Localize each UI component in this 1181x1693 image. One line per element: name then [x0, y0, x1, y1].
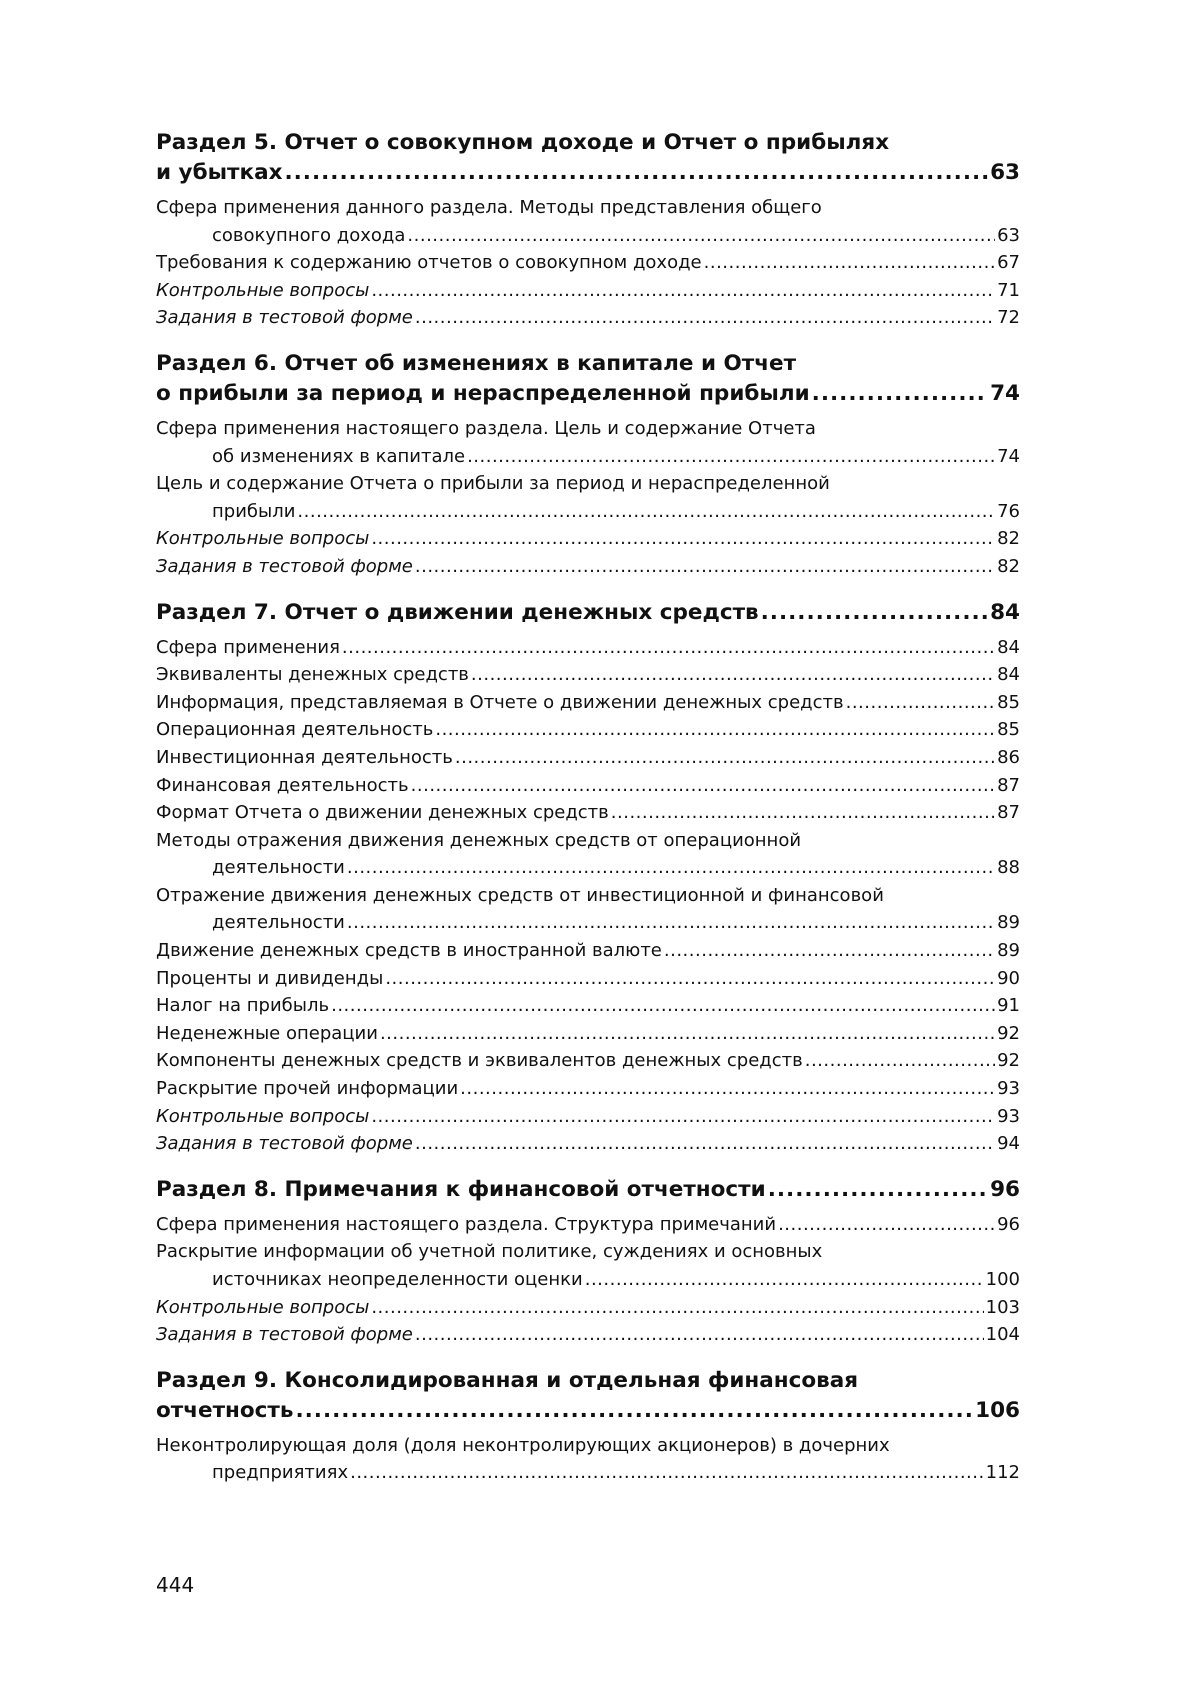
entry-page-number: 85 — [997, 719, 1020, 741]
entry-label: Проценты и дивиденды — [156, 967, 384, 989]
toc-entry[interactable] — [156, 1020, 1020, 1048]
entry-label: Финансовая деятельность — [156, 774, 409, 796]
entry-label: Сфера применения настоящего раздела. Структура примечаний — [156, 1213, 777, 1235]
entry-title-line: Раскрытие информации об учетной политике, суждениях и основных — [156, 1241, 823, 1263]
entry-label: Требования к содержанию отчетов о совокупном доходе — [156, 252, 702, 274]
section-title-line: Раздел 9. Консолидированная и отдельная финансовая — [156, 1367, 859, 1393]
section-title-label: отчетность — [156, 1397, 294, 1423]
dot-leader — [415, 1321, 984, 1349]
entry-page-number: 76 — [997, 500, 1020, 522]
entry-page-number: 93 — [997, 1078, 1020, 1100]
toc-section — [156, 128, 1020, 332]
section-title-row — [156, 1396, 1020, 1426]
section-title[interactable] — [156, 128, 1020, 188]
toc-section — [156, 1175, 1020, 1349]
toc-entry[interactable] — [156, 1211, 1020, 1239]
section-title-row — [156, 598, 1020, 628]
dot-leader — [331, 992, 995, 1020]
entry-page-number: 87 — [997, 774, 1020, 796]
entry-row — [156, 661, 1020, 689]
entry-page-number: 89 — [997, 912, 1020, 934]
entry-row — [156, 992, 1020, 1020]
entry-label: Движение денежных средств в иностранной валюте — [156, 940, 662, 962]
dot-leader — [385, 965, 995, 993]
dot-leader — [471, 661, 995, 689]
entry-label: Неденежные операции — [156, 1022, 378, 1044]
dot-leader — [371, 525, 995, 553]
entry-page-number: 74 — [997, 445, 1020, 467]
entry-label: Задания в тестовой форме — [156, 1133, 413, 1155]
entry-title-line: Цель и содержание Отчета о прибыли за период и нераспределенной — [156, 473, 830, 495]
toc-entry[interactable] — [156, 1238, 1020, 1293]
table-of-contents — [156, 128, 1020, 1504]
entry-label: деятельности — [212, 912, 345, 934]
entry-row — [156, 498, 1020, 526]
entry-label: Задания в тестовой форме — [156, 1324, 413, 1346]
dot-leader — [805, 1047, 995, 1075]
dot-leader — [297, 498, 995, 526]
entry-row — [156, 1211, 1020, 1239]
toc-entry[interactable] — [156, 525, 1020, 553]
toc-entry[interactable] — [156, 1321, 1020, 1349]
dot-leader — [347, 909, 995, 937]
dot-leader — [761, 598, 988, 628]
entry-label: Задания в тестовой форме — [156, 307, 413, 329]
entry-page-number: 82 — [997, 528, 1020, 550]
dot-leader — [460, 1075, 995, 1103]
toc-entry[interactable] — [156, 277, 1020, 305]
entry-page-number: 86 — [997, 746, 1020, 768]
entry-label: Налог на прибыль — [156, 995, 330, 1017]
entry-title-line: Неконтролирующая доля (доля неконтролирующих акционеров) в дочерних — [156, 1434, 890, 1456]
dot-leader — [846, 689, 995, 717]
entry-page-number: 89 — [997, 940, 1020, 962]
entry-row — [156, 689, 1020, 717]
entry-label: об изменениях в капитале — [212, 445, 466, 467]
dot-leader — [664, 937, 995, 965]
dot-leader — [371, 277, 995, 305]
entry-label: Операционная деятельность — [156, 719, 434, 741]
entry-page-number: 82 — [997, 555, 1020, 577]
entry-page-number: 63 — [997, 224, 1020, 246]
entry-row — [156, 1130, 1020, 1158]
entry-page-number: 87 — [997, 802, 1020, 824]
entry-page-number: 92 — [997, 1050, 1020, 1072]
entry-label: источниках неопределенности оценки — [212, 1269, 583, 1290]
section-title[interactable] — [156, 349, 1020, 409]
dot-leader — [295, 1396, 973, 1426]
section-title-label: о прибыли за период и нераспределенной прибыли — [156, 380, 810, 406]
entry-label: Компоненты денежных средств и эквивалентов денежных средств — [156, 1050, 803, 1072]
entry-row — [156, 304, 1020, 332]
entry-page-number: 103 — [985, 1296, 1020, 1318]
entry-row — [156, 222, 1020, 250]
entry-page-number: 72 — [997, 307, 1020, 329]
dot-leader — [411, 772, 995, 800]
entry-row — [156, 249, 1020, 277]
toc-entry[interactable] — [156, 194, 1020, 249]
toc-entry[interactable] — [156, 992, 1020, 1020]
toc-entry[interactable] — [156, 772, 1020, 800]
toc-entry[interactable] — [156, 553, 1020, 581]
toc-entry[interactable] — [156, 799, 1020, 827]
dot-leader — [284, 158, 988, 188]
entry-page-number: 85 — [997, 691, 1020, 713]
entry-title-line: Сфера применения настоящего раздела. Цель и содержание Отчета — [156, 417, 816, 439]
entry-row — [156, 1459, 1020, 1487]
section-page-number: 106 — [975, 1397, 1020, 1423]
entry-row — [156, 634, 1020, 662]
toc-entry[interactable] — [156, 1103, 1020, 1131]
section-title[interactable] — [156, 1175, 1020, 1205]
toc-entry[interactable] — [156, 965, 1020, 993]
entry-page-number: 104 — [985, 1324, 1020, 1346]
entry-page-number: 112 — [985, 1462, 1020, 1484]
entry-row — [156, 443, 1020, 471]
toc-entry[interactable] — [156, 744, 1020, 772]
section-title-row — [156, 1175, 1020, 1205]
dot-leader — [435, 716, 995, 744]
toc-entry[interactable] — [156, 1130, 1020, 1158]
entry-row — [156, 1294, 1020, 1322]
entry-row — [156, 1075, 1020, 1103]
dot-leader — [704, 249, 995, 277]
entry-label: Раскрытие прочей информации — [156, 1078, 459, 1100]
page-number: 444 — [156, 1573, 195, 1597]
toc-section — [156, 1366, 1020, 1487]
entry-label: Инвестиционная деятельность — [156, 746, 453, 768]
entry-row — [156, 525, 1020, 553]
toc-entry[interactable] — [156, 415, 1020, 470]
entry-row — [156, 854, 1020, 882]
section-title-line: Раздел 5. Отчет о совокупном доходе и Отчет о прибылях — [156, 130, 890, 155]
toc-entry[interactable] — [156, 1294, 1020, 1322]
entry-row — [156, 1266, 1020, 1294]
entry-label: Эквиваленты денежных средств — [156, 664, 469, 686]
dot-leader — [347, 854, 995, 882]
toc-entry[interactable] — [156, 1047, 1020, 1075]
dot-leader — [380, 1020, 995, 1048]
entry-row — [156, 1321, 1020, 1349]
dot-leader — [371, 1294, 983, 1322]
toc-entry[interactable] — [156, 1075, 1020, 1103]
entry-label: совокупного дохода — [212, 224, 406, 246]
toc-entry[interactable] — [156, 882, 1020, 937]
section-page-number: 96 — [990, 1176, 1020, 1202]
section-title-row — [156, 379, 1020, 409]
entry-row — [156, 1103, 1020, 1131]
entry-label: Формат Отчета о движении денежных средств — [156, 802, 609, 824]
entry-row — [156, 553, 1020, 581]
section-title-row — [156, 158, 1020, 188]
entry-label: Контрольные вопросы — [156, 1105, 370, 1127]
entry-title-line: Отражение движения денежных средств от инвестиционной и финансовой — [156, 884, 884, 906]
entry-label: Задания в тестовой форме — [156, 555, 413, 577]
section-title-label: и убытках — [156, 160, 283, 185]
entry-page-number: 91 — [997, 995, 1020, 1017]
entry-title-line: Сфера применения данного раздела. Методы представления общего — [156, 197, 822, 218]
entry-page-number: 96 — [997, 1213, 1020, 1235]
toc-entry[interactable] — [156, 304, 1020, 332]
toc-entry[interactable] — [156, 827, 1020, 882]
dot-leader — [768, 1175, 988, 1205]
dot-leader — [415, 553, 995, 581]
section-title[interactable] — [156, 598, 1020, 628]
section-page-number: 74 — [990, 380, 1020, 406]
dot-leader — [415, 304, 995, 332]
entry-row — [156, 1020, 1020, 1048]
dot-leader — [467, 443, 995, 471]
dot-leader — [455, 744, 995, 772]
section-title[interactable] — [156, 1366, 1020, 1426]
entry-row — [156, 744, 1020, 772]
entry-label: предприятиях — [212, 1462, 349, 1484]
section-title-label: Раздел 7. Отчет о движении денежных средств — [156, 599, 759, 625]
entry-title-line: Методы отражения движения денежных средств от операционной — [156, 829, 802, 851]
entry-page-number: 67 — [997, 252, 1020, 274]
entry-page-number: 93 — [997, 1105, 1020, 1127]
entry-page-number: 100 — [985, 1269, 1020, 1290]
entry-row — [156, 937, 1020, 965]
entry-label: Контрольные вопросы — [156, 279, 370, 301]
entry-page-number: 90 — [997, 967, 1020, 989]
section-title-line: Раздел 6. Отчет об изменениях в капитале и Отчет — [156, 350, 797, 376]
toc-entry[interactable] — [156, 1432, 1020, 1487]
entry-label: Информация, представляемая в Отчете о движении денежных средств — [156, 691, 844, 713]
entry-label: Контрольные вопросы — [156, 1296, 370, 1318]
toc-entry[interactable] — [156, 470, 1020, 525]
dot-leader — [415, 1130, 995, 1158]
toc-entry[interactable] — [156, 937, 1020, 965]
entry-row — [156, 772, 1020, 800]
entry-row — [156, 716, 1020, 744]
toc-entry[interactable] — [156, 689, 1020, 717]
entry-row — [156, 799, 1020, 827]
entry-row — [156, 965, 1020, 993]
section-page-number: 63 — [990, 160, 1020, 185]
toc-section — [156, 349, 1020, 581]
dot-leader — [407, 222, 995, 250]
dot-leader — [778, 1211, 995, 1239]
entry-label: деятельности — [212, 857, 345, 879]
toc-section — [156, 598, 1020, 1158]
toc-entry[interactable] — [156, 661, 1020, 689]
toc-entry[interactable] — [156, 634, 1020, 662]
dot-leader — [350, 1459, 984, 1487]
entry-row — [156, 277, 1020, 305]
entry-page-number: 94 — [997, 1133, 1020, 1155]
section-page-number: 84 — [990, 599, 1020, 625]
dot-leader — [342, 634, 995, 662]
entry-page-number: 84 — [997, 664, 1020, 686]
entry-page-number: 88 — [997, 857, 1020, 879]
entry-page-number: 71 — [997, 279, 1020, 301]
dot-leader — [585, 1266, 984, 1294]
entry-label: Сфера применения — [156, 636, 340, 658]
entry-row — [156, 1047, 1020, 1075]
section-title-label: Раздел 8. Примечания к финансовой отчетности — [156, 1176, 766, 1202]
toc-entry[interactable] — [156, 716, 1020, 744]
toc-entry[interactable] — [156, 249, 1020, 277]
entry-page-number: 84 — [997, 636, 1020, 658]
entry-page-number: 92 — [997, 1022, 1020, 1044]
dot-leader — [812, 379, 988, 409]
dot-leader — [371, 1103, 995, 1131]
entry-label: Контрольные вопросы — [156, 528, 370, 550]
entry-row — [156, 909, 1020, 937]
dot-leader — [611, 799, 995, 827]
entry-label: прибыли — [212, 500, 296, 522]
